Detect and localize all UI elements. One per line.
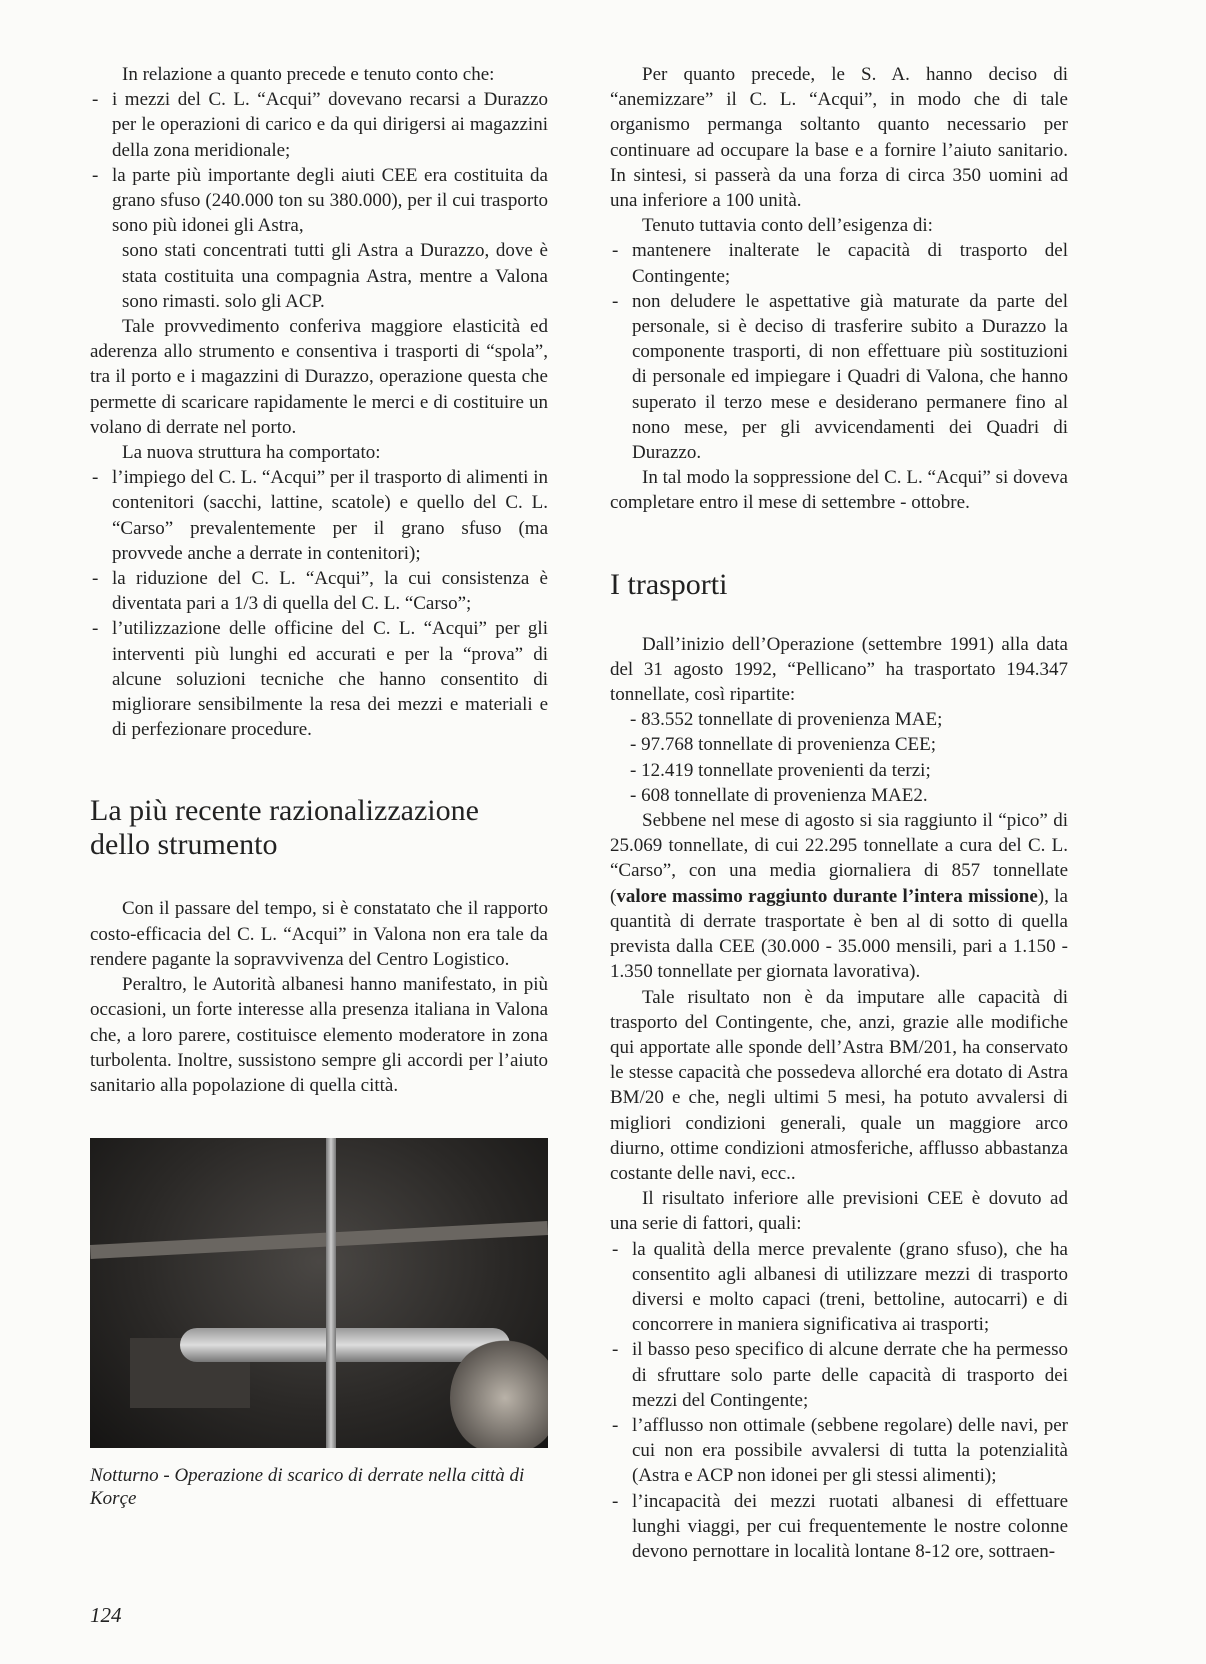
- list-item: - 97.768 tonnellate di provenienza CEE;: [630, 732, 1068, 757]
- text-run: Sebbene nel mese di agosto si sia raggiunto il “pico” di 25.069 tonnellate, di cui 22.295 tonnellate a cura del C. L. “Carso”, con una media giornaliera di 857 tonnellate (: [610, 810, 1068, 907]
- list-item: - l’incapacità dei mezzi ruotati albanesi di effettuare lunghi viaggi, per cui frequentemente le nostre colonne devono pernottare in località lontane 8-12 ore, sottraen-: [610, 1489, 1068, 1565]
- heading-line: La più recente razionalizzazione: [90, 794, 479, 828]
- paragraph: Per quanto precede, le S. A. hanno deciso di “anemizzare” il C. L. “Acqui”, in modo che di tale organismo permanga soltanto quanto necessario per continuare ad occupare la base e a fornire l’aiuto sanitario. In sintesi, si passerà da una forza di circa 350 uomini ad una inferiore a 100 unità.: [610, 64, 1068, 212]
- list-item: - mantenere inalterate le capacità di trasporto del Contingente;: [610, 238, 1068, 288]
- list-item: - 12.419 tonnellate provenienti da terzi;: [630, 758, 1068, 783]
- list-item: - la riduzione del C. L. “Acqui”, la cui consistenza è diventata pari a 1/3 di quella del C. L. “Carso”;: [90, 566, 548, 616]
- list-item: - 608 tonnellate di provenienza MAE2.: [630, 783, 1068, 808]
- paragraph: sono stati concentrati tutti gli Astra a Durazzo, dove è stata costituita una compagnia Astra, mentre a Valona sono rimasti. solo gli ACP.: [122, 240, 548, 312]
- section-heading: I trasporti: [610, 567, 728, 601]
- bold-text: valore massimo raggiunto durante l’intera missione: [616, 885, 1038, 907]
- text-run: ), la quantità di derrate trasportate è ben al di sotto di quella prevista dalla CEE (30.000 - 35.000 mensili, pari a 1.150 - 1.350 tonnellate per giornata lavorativa).: [610, 885, 1068, 983]
- list-item: - la qualità della merce prevalente (grano sfuso), che ha consentito agli albanesi di utilizzare mezzi di trasporto diversi e molto capaci (treni, bettoline, autocarri) e di concorrere in maniera significativa ai trasporti;: [610, 1237, 1068, 1338]
- bullet-list: [90, 87, 548, 238]
- paragraph: Tale provvedimento conferiva maggiore elasticità ed aderenza allo strumento e consentiva i trasporti di “spola”, tra il porto e i magazzini di Durazzo, operazione questa che permette di scaricare rapidamente le merci e di costituire un volano di derrate nel porto.: [90, 316, 548, 438]
- paragraph: Peraltro, le Autorità albanesi hanno manifestato, in più occasioni, un forte interesse alla presenza italiana in Valona che, a loro parere, costituisce elemento moderatore in zona turbolenta. Inoltre, sussistono sempre gli accordi per l’aiuto sanitario alla popolazione di quella città.: [90, 974, 548, 1096]
- heading-line: dello strumento: [90, 828, 278, 862]
- list-item: - il basso peso specifico di alcune derrate che ha permesso di sfruttare solo parte delle capacità di trasporto dei mezzi del Contingente;: [610, 1337, 1068, 1413]
- list-item: - i mezzi del C. L. “Acqui” dovevano recarsi a Durazzo per le operazioni di carico e da qui dirigersi ai magazzini della zona meridionale;: [90, 87, 548, 163]
- list-item: - l’impiego del C. L. “Acqui” per il trasporto di alimenti in contenitori (sacchi, lattine, scatole) e quello del C. L. “Carso” prevalentemente per il grano sfuso (ma provvede anche a derrate in contenitori);: [90, 465, 548, 566]
- bullet-list: [90, 465, 548, 742]
- list-item: - l’utilizzazione delle officine del C. L. “Acqui” per gli interventi più lunghi ed accurati e per la “prova” di alcune soluzioni tecniche che hanno consentito di migliorare sensibilmente la resa dei mezzi e materiali e di perfezionare procedure.: [90, 616, 548, 742]
- list-item: - la parte più importante degli aiuti CEE era costituita da grano sfuso (240.000 ton su 380.000), per il cui trasporto sono più idonei gli Astra,: [90, 163, 548, 239]
- paragraph: Tenuto tuttavia conto dell’esigenza di:: [642, 215, 933, 237]
- list-item: - l’afflusso non ottimale (sebbene regolare) delle navi, per cui non era possibile avvalersi di tutta la potenzialità (Astra e ACP non idonei per gli stessi alimenti);: [610, 1413, 1068, 1489]
- photo-caption: Notturno - Operazione di scarico di derrate nella città di Korçe: [90, 1465, 525, 1510]
- list-item: - non deludere le aspettative già maturate da parte del personale, si è deciso di trasferire subito a Durazzo la componente trasporti, di non effettuare più sostituzioni di personale ed impiegare i Quadri di Valona, che hanno superato il terzo mese e desiderano permanere fino al nono mese, per gli avvicendamenti dei Quadri di Durazzo.: [610, 289, 1068, 465]
- list-item: - 83.552 tonnellate di provenienza MAE;: [630, 707, 1068, 732]
- page-number: 124: [90, 1603, 122, 1627]
- bullet-list: [610, 238, 1068, 465]
- bullet-list: [610, 1237, 1068, 1565]
- paragraph: In relazione a quanto precede e tenuto conto che:: [122, 64, 495, 85]
- night-unloading-photo: [90, 1138, 548, 1448]
- right-column: [610, 62, 1068, 1564]
- paragraph: Il risultato inferiore alle previsioni CEE è dovuto ad una serie di fattori, quali:: [610, 1188, 1068, 1235]
- paragraph: Dall’inizio dell’Operazione (settembre 1991) alla data del 31 agosto 1992, “Pellicano” ha trasportato 194.347 tonnellate, così ripartite:: [610, 633, 1068, 706]
- left-column: [90, 62, 548, 1510]
- paragraph: La nuova struttura ha comportato:: [122, 442, 381, 464]
- section-heading: [90, 794, 548, 862]
- paragraph: [610, 808, 1068, 984]
- paragraph: Tale risultato non è da imputare alle capacità di trasporto del Contingente, che, anzi, grazie alle modifiche qui apportate alle sponde dell’Astra BM/201, ha conservato le stesse capacità che possedeva allorché era dotato di Astra BM/20 e che, negli ultimi 5 mesi, ha potuto avvalersi di migliori condizioni generali, quale un maggiore arco diurno, ottime condizioni atmosferiche, afflusso abbastanza costante delle navi, ecc..: [610, 986, 1068, 1184]
- paragraph: In tal modo la soppressione del C. L. “Acqui” si doveva completare entro il mese di settembre - ottobre.: [610, 467, 1068, 514]
- paragraph: Con il passare del tempo, si è constatato che il rapporto costo-efficacia del C. L. “Acqui” in Valona non era tale da rendere pagante la sopravvivenza del Centro Logistico.: [90, 898, 548, 970]
- tonnage-list: [610, 707, 1068, 808]
